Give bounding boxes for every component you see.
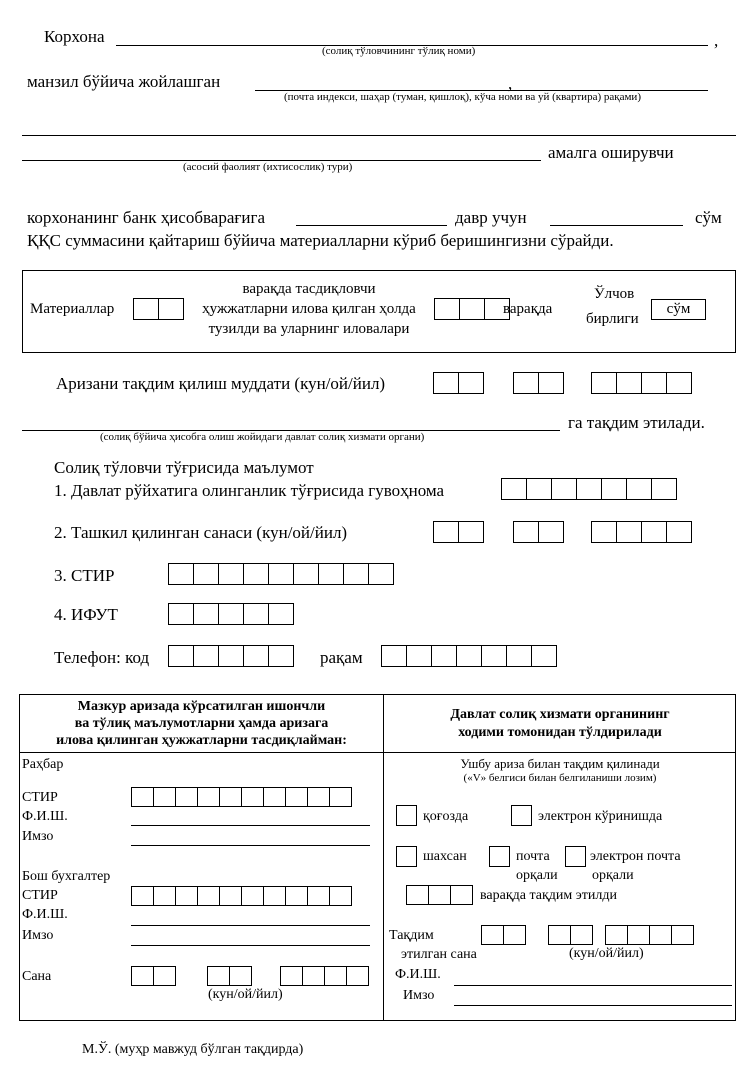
- by-email-label-2: орқали: [592, 868, 634, 883]
- date-day-cells[interactable]: [131, 966, 176, 986]
- ifut-label: 4. ИФУТ: [54, 605, 118, 624]
- period-amount-line[interactable]: [550, 225, 683, 226]
- stir-cells[interactable]: [168, 563, 394, 585]
- electronic-checkbox[interactable]: [511, 805, 532, 826]
- activity-caption: (асосий фаолият (ихтисослик) тури): [183, 161, 353, 173]
- submitted-year-cells[interactable]: [605, 925, 694, 945]
- submitted-day-cells[interactable]: [481, 925, 526, 945]
- left-heading-3: илова қилинган ҳужжатларни тасдиқлайман:: [56, 733, 347, 748]
- date-label: Сана: [22, 969, 52, 984]
- unit-label-2: бирлиги: [586, 311, 639, 327]
- officer-signature-label: Имзо: [403, 988, 435, 1003]
- period-text: давр учун: [455, 208, 527, 227]
- submitted-date-label-1: Тақдим: [389, 928, 434, 943]
- sheets-submitted-label: варақда тақдим этилди: [480, 888, 617, 903]
- officer-signature-line[interactable]: [454, 1005, 732, 1006]
- submitted-date-caption: (кун/ой/йил): [569, 946, 644, 961]
- left-heading-2: ва тўлиқ маълумотларни ҳамда аризага: [74, 716, 329, 731]
- activity-suffix: амалга оширувчи: [548, 143, 674, 162]
- accountant-signature-label: Имзо: [22, 928, 54, 943]
- submission-day-cells[interactable]: [433, 372, 484, 394]
- submission-date-label: Аризани тақдим қилиш муддати (кун/ой/йил): [56, 374, 386, 393]
- phone-code-label: Телефон: код: [54, 648, 150, 667]
- accountant-stir-cells[interactable]: [131, 886, 352, 906]
- right-heading-1: Давлат солиқ хизмати органининг: [450, 707, 670, 722]
- materials-label: Материаллар: [30, 301, 115, 317]
- officer-fio-label: Ф.И.Ш.: [395, 967, 441, 982]
- by-email-checkbox[interactable]: [565, 846, 586, 867]
- paper-checkbox[interactable]: [396, 805, 417, 826]
- date-month-cells[interactable]: [207, 966, 252, 986]
- submission-month-cells[interactable]: [513, 372, 564, 394]
- phone-code-cells[interactable]: [168, 645, 294, 667]
- established-month-cells[interactable]: [513, 521, 564, 543]
- by-email-label-1: электрон почта: [590, 849, 681, 864]
- in-person-checkbox[interactable]: [396, 846, 417, 867]
- by-mail-label-2: орқали: [516, 868, 558, 883]
- registration-certificate-cells[interactable]: [501, 478, 677, 500]
- director-fio-line[interactable]: [131, 825, 370, 826]
- currency-text: сўм: [695, 208, 722, 227]
- phone-number-label: рақам: [320, 648, 363, 667]
- director-fio-label: Ф.И.Ш.: [22, 809, 68, 824]
- ifut-cells[interactable]: [168, 603, 294, 625]
- sheets-label: варақда: [503, 301, 553, 317]
- date-caption: (кун/ой/йил): [208, 987, 283, 1002]
- officer-fio-line[interactable]: [454, 985, 732, 986]
- chief-accountant-label: Бош бухгалтер: [22, 869, 111, 884]
- stamp-note: М.Ў. (муҳр мавжуд бўлган тақдирда): [82, 1042, 304, 1057]
- accountant-stir-label: СТИР: [22, 888, 58, 903]
- submitted-date-label-2: этилган сана: [401, 947, 477, 962]
- sheets-count-cells[interactable]: [434, 298, 510, 320]
- director-label: Раҳбар: [22, 757, 64, 772]
- authority-caption: (солиқ бўйича ҳисобга олиш жойидаги давлат солиқ хизмати органи): [100, 431, 425, 443]
- director-signature-line[interactable]: [131, 845, 370, 846]
- left-heading-1: Мазкур аризада кўрсатилган ишончли: [77, 699, 326, 714]
- table-divider: [383, 694, 384, 1021]
- bank-text: корхонанинг банк ҳисобварағига: [27, 208, 265, 227]
- table-header-divider: [19, 752, 736, 753]
- address-caption: (почта индекси, шаҳар (туман, қишлоқ), кўча номи ва уй (квартира) рақами): [284, 91, 641, 103]
- paper-label: қоғозда: [423, 809, 469, 824]
- stir-label: 3. СТИР: [54, 566, 115, 585]
- submission-year-cells[interactable]: [591, 372, 692, 394]
- comma: ,: [714, 31, 719, 50]
- bank-account-line[interactable]: [296, 225, 447, 226]
- in-person-label: шахсан: [423, 849, 467, 864]
- materials-count-cells[interactable]: [133, 298, 184, 320]
- submitted-suffix: га тақдим этилади.: [568, 413, 705, 432]
- request-text: ҚҚС суммасини қайтариш бўйича материалларни кўриб беришингизни сўрайди.: [27, 231, 614, 250]
- phone-number-cells[interactable]: [381, 645, 557, 667]
- address-line-2[interactable]: [22, 135, 736, 136]
- director-signature-label: Имзо: [22, 829, 54, 844]
- established-year-cells[interactable]: [591, 521, 692, 543]
- docs-line-3: тузилди ва уларнинг иловалари: [208, 321, 410, 337]
- submitted-by-label: Ушбу ариза билан тақдим қилинади: [460, 756, 660, 771]
- address-label: манзил бўйича жойлашган: [27, 72, 221, 91]
- right-heading-2: ходими томонидан тўлдирилади: [458, 725, 662, 740]
- unit-value: сўм: [651, 299, 706, 320]
- established-date-label: 2. Ташкил қилинган санаси (кун/ой/йил): [54, 523, 348, 542]
- unit-label-1: Ўлчов: [594, 286, 635, 302]
- docs-line-1: варақда тасдиқловчи: [242, 281, 376, 297]
- accountant-signature-line[interactable]: [131, 945, 370, 946]
- company-caption: (солиқ тўловчининг тўлиқ номи): [322, 45, 476, 57]
- submitted-month-cells[interactable]: [548, 925, 593, 945]
- by-mail-label-1: почта: [516, 849, 550, 864]
- electronic-label: электрон кўринишда: [538, 809, 663, 824]
- accountant-fio-line[interactable]: [131, 925, 370, 926]
- by-mail-checkbox[interactable]: [489, 846, 510, 867]
- registration-certificate-label: 1. Давлат рўйхатига олинганлик тўғрисида гувоҳнома: [54, 481, 445, 500]
- company-label: Корхона: [44, 27, 105, 46]
- date-year-cells[interactable]: [280, 966, 369, 986]
- established-day-cells[interactable]: [433, 521, 484, 543]
- submitted-by-note: («V» белгиси билан белгиланиши лозим): [463, 772, 657, 784]
- director-stir-label: СТИР: [22, 790, 58, 805]
- taxpayer-heading: Солиқ тўловчи тўғрисида маълумот: [54, 458, 314, 477]
- accountant-fio-label: Ф.И.Ш.: [22, 907, 68, 922]
- director-stir-cells[interactable]: [131, 787, 352, 807]
- sheets-submitted-cells[interactable]: [406, 885, 473, 905]
- comma: ,: [508, 74, 513, 93]
- docs-line-2: ҳужжатларни илова қилган ҳолда: [202, 301, 416, 317]
